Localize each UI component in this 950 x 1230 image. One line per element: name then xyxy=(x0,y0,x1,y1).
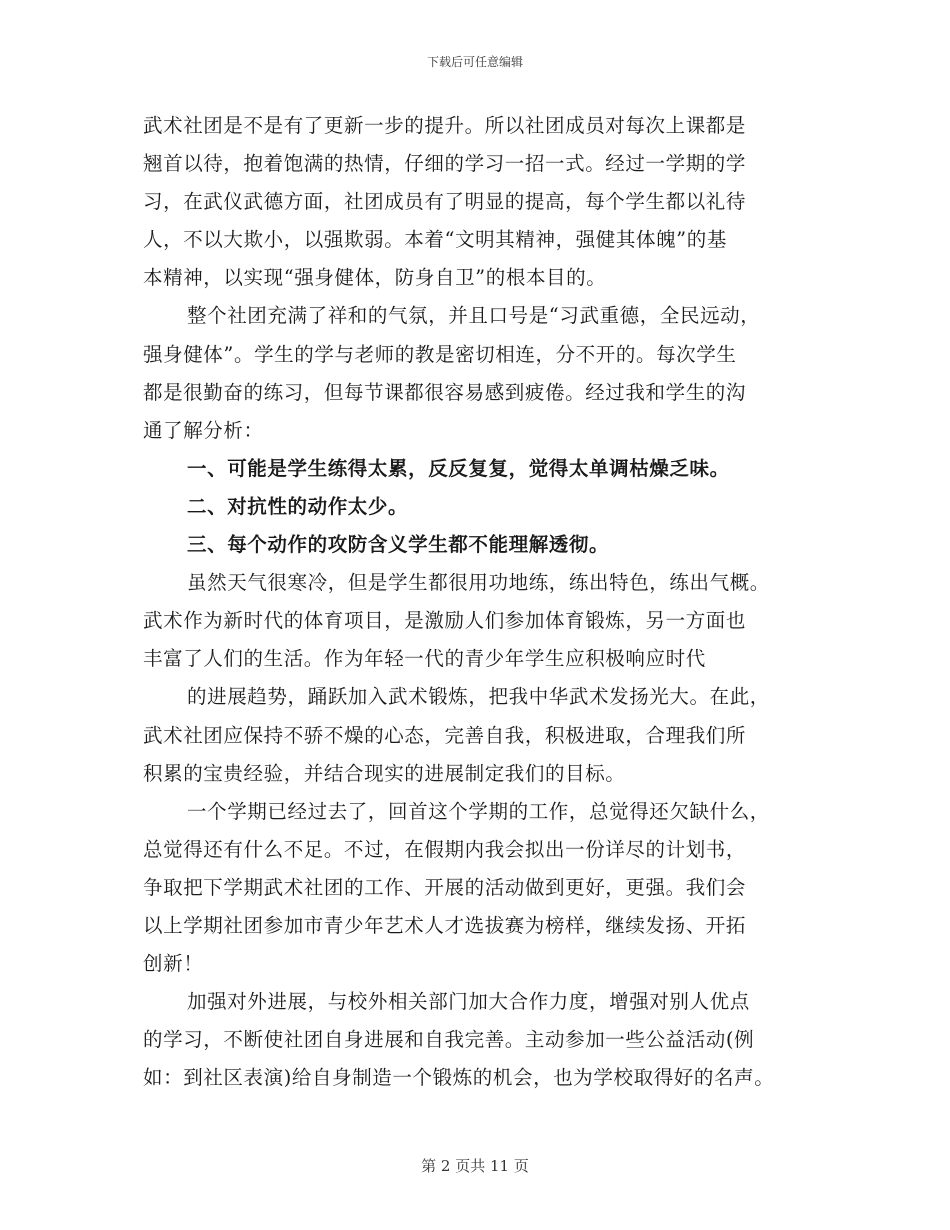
text-line-3: 习，在武仪武德方面，社团成员有了明显的提高，每个学生都以礼待 xyxy=(143,190,747,214)
text-line-25: 的学习，不断使社团自身进展和自我完善。主动参加一些公益活动(例 xyxy=(143,1028,755,1052)
text-line-1: 武术社团是不是有了更新一步的提升。所以社团成员对每次上课都是 xyxy=(143,114,747,137)
text-line-2: 翘首以待，抱着饱满的热情，仔细的学习一招一式。经过一学期的学 xyxy=(143,152,747,176)
text-line-23: 创新！ xyxy=(143,952,204,976)
text-line-5: 本精神，以实现“强身健体，防身自卫”的根本目的。 xyxy=(143,266,607,290)
text-line-10: 一、可能是学生练得太累，反反复复，觉得太单调枯燥乏味。 xyxy=(187,456,730,480)
text-line-17: 武术社团应保持不骄不燥的心态，完善自我，积极进取，合理我们所 xyxy=(143,723,747,747)
text-line-12: 三、每个动作的攻防含义学生都不能理解透彻。 xyxy=(187,533,610,557)
text-line-14: 武术作为新时代的体育项目，是激励人们参加体育锻炼，另一方面也 xyxy=(143,609,747,633)
text-line-16: 的进展趋势，踊跃加入武术锻炼，把我中华武术发扬光大。在此， xyxy=(187,685,770,709)
page-header: 下载后可任意编辑 xyxy=(426,55,523,69)
text-line-6: 整个社团充满了祥和的气氛，并且口号是“习武重德，全民远动， xyxy=(187,304,761,328)
text-line-24: 加强对外进展，与校外相关部门加大合作力度，增强对别人优点 xyxy=(187,990,750,1014)
text-line-19: 一个学期已经过去了，回首这个学期的工作，总觉得还欠缺什么， xyxy=(187,799,770,823)
text-line-7: 强身健体”。学生的学与老师的教是密切相连，分不开的。每次学生 xyxy=(143,342,737,366)
text-line-15: 丰富了人们的生活。作为年轻一代的青少年学生应积极响应时代 xyxy=(143,647,706,671)
text-line-20: 总觉得还有什么不足。不过，在假期内我会拟出一份详尽的计划书， xyxy=(143,837,747,861)
text-line-22: 以上学期社团参加市青少年艺术人才选拔赛为榜样，继续发扬、开拓 xyxy=(143,913,747,937)
page-footer: 第 2 页共 11 页 xyxy=(421,1157,529,1175)
text-line-21: 争取把下学期武术社团的工作、开展的活动做到更好，更强。我们会 xyxy=(143,875,747,899)
text-line-26: 如：到社区表演)给自身制造一个锻炼的机会，也为学校取得好的名声。 xyxy=(143,1066,775,1090)
text-line-9: 通了解分析： xyxy=(143,418,264,442)
text-line-8: 都是很勤奋的练习，但每节课都很容易感到疲倦。经过我和学生的沟 xyxy=(143,380,747,404)
text-line-13: 虽然天气很寒冷，但是学生都很用功地练，练出特色，练出气概。 xyxy=(187,571,770,595)
text-line-4: 人，不以大欺小，以强欺弱。本着“文明其精神，强健其体魄”的基 xyxy=(143,228,727,252)
text-line-18: 积累的宝贵经验，并结合现实的进展制定我们的目标。 xyxy=(143,761,626,785)
text-line-11: 二、对抗性的动作太少。 xyxy=(187,494,409,518)
document-body xyxy=(143,107,808,1097)
